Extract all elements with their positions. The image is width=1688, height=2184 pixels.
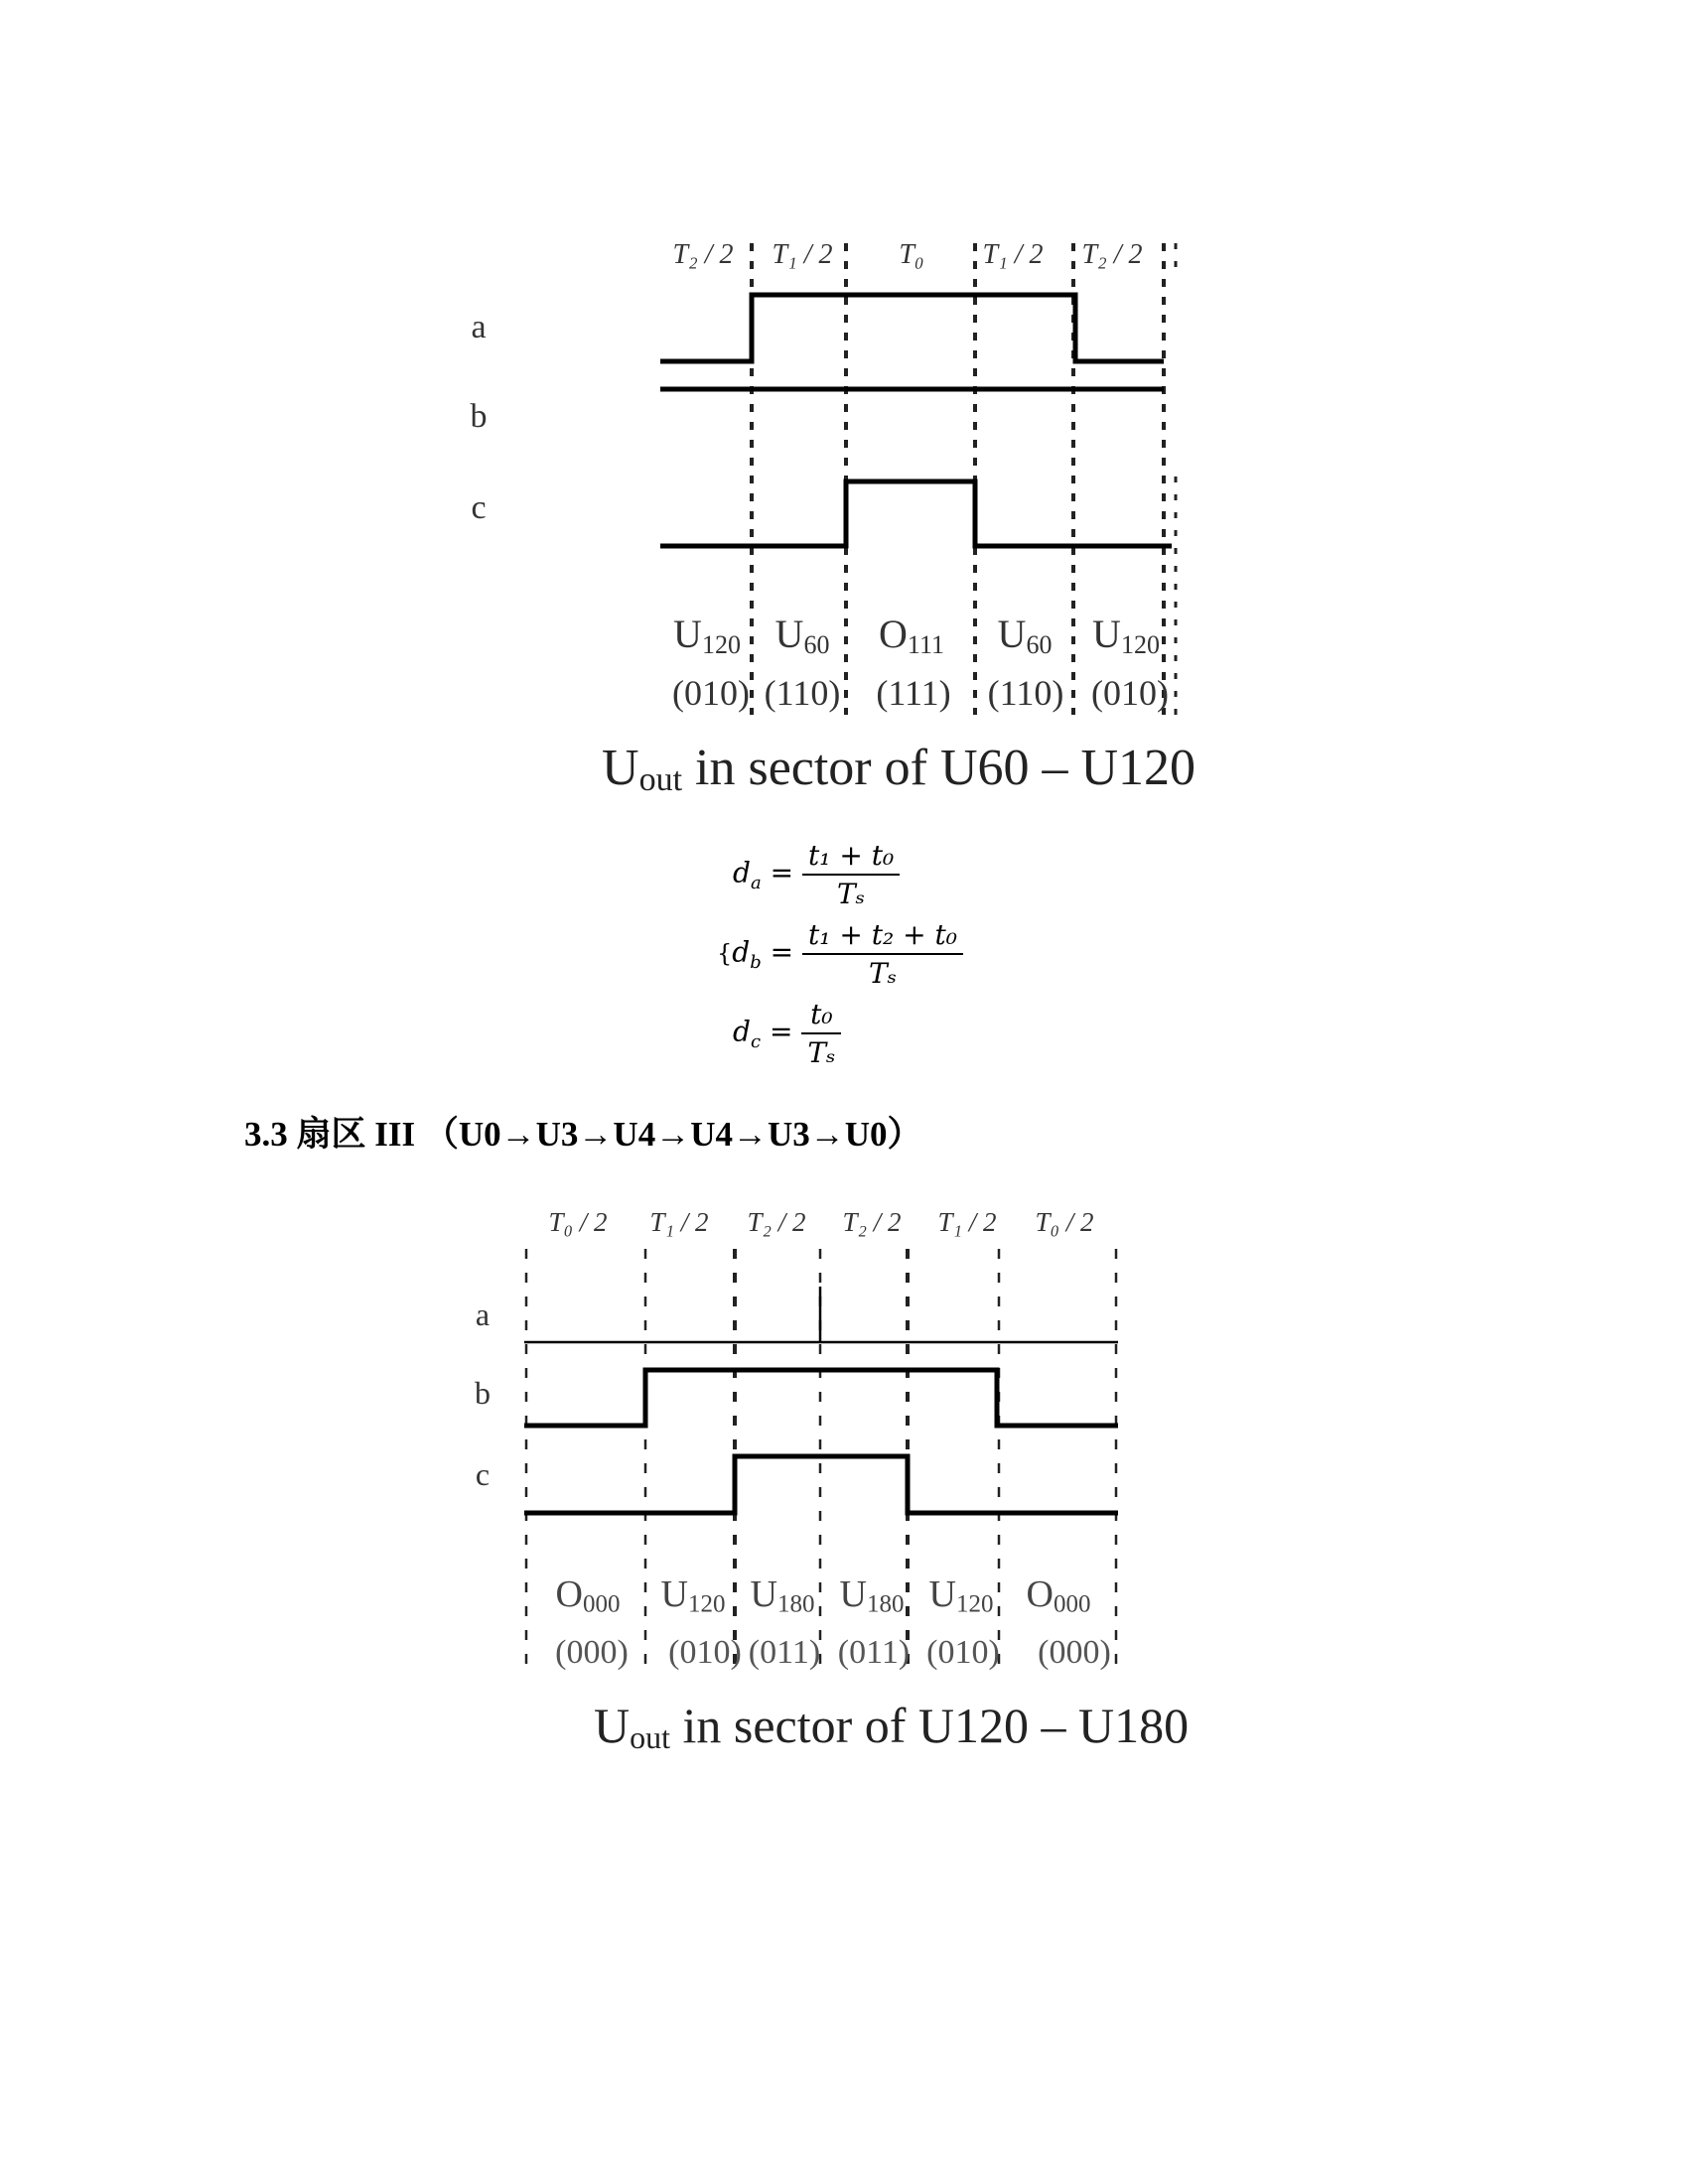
interval-label: T₁ / 2 — [772, 239, 833, 270]
vector-label: O000 — [1026, 1573, 1091, 1618]
channel-label-b: b — [475, 1375, 491, 1411]
fraction-da: $\frac{\text{t₁ + t₀}}{\text{Tₛ}}$ — [802, 839, 900, 910]
interval-label: T₂ / 2 — [747, 1207, 806, 1237]
code-label: (011) — [748, 1634, 821, 1671]
code-label: (011) — [837, 1634, 911, 1671]
waveform-a — [660, 295, 1164, 361]
brace: { — [717, 939, 733, 968]
vector-label: U60 — [774, 612, 830, 659]
equation-da: $d_a$ = $\frac{\text{t₁ + t₀}}{\text{Tₛ}}$ — [733, 839, 900, 910]
code-label: (010) — [672, 673, 750, 713]
interval-label: T₁ / 2 — [982, 239, 1044, 270]
channel-label-a: a — [471, 309, 487, 345]
equation-dc: $d_c$ = $\frac{\text{t₀}}{\text{Tₛ}}$ — [733, 998, 841, 1069]
code-label: (010) — [668, 1634, 742, 1671]
waveform-c — [660, 481, 1172, 546]
channel-label-c: c — [471, 489, 487, 526]
interval-label: T₁ / 2 — [649, 1207, 709, 1237]
vector-label: U180 — [750, 1573, 815, 1618]
diagram-caption: Uout in sector of U60 – U120 — [602, 740, 1196, 798]
equation-db: {$d_b$ = $\frac{\text{t₁ + t₂ + t₀}}{\text{Tₛ}}$ — [717, 918, 963, 990]
vector-label: O000 — [555, 1573, 621, 1618]
channel-label-c: c — [475, 1456, 491, 1492]
vector-label: U180 — [839, 1573, 905, 1618]
fraction-db: $\frac{\text{t₁ + t₂ + t₀}}{\text{Tₛ}}$ — [802, 918, 963, 990]
interval-label: T₂ / 2 — [672, 239, 734, 270]
interval-label: T₀ — [899, 239, 924, 270]
section-heading: 3.3 扇区 III （U0→U3→U4→U4→U3→U0） — [244, 1115, 922, 1154]
waveform-c — [524, 1456, 1118, 1513]
channel-label-b: b — [470, 398, 488, 435]
diagram-caption: Uout in sector of U120 – U180 — [594, 1698, 1190, 1755]
code-label: (000) — [1038, 1634, 1111, 1671]
waveform-b — [524, 1370, 1118, 1426]
channel-label-a: a — [475, 1297, 491, 1332]
interval-label: T₁ / 2 — [937, 1207, 997, 1237]
vector-label: U120 — [928, 1573, 994, 1618]
code-label: (110) — [764, 673, 841, 713]
interval-label: T₂ / 2 — [842, 1207, 902, 1237]
interval-label: T₀ / 2 — [1035, 1207, 1094, 1237]
fraction-dc: $\frac{\text{t₀}}{\text{Tₛ}}$ — [801, 998, 841, 1069]
code-label: (010) — [926, 1634, 1000, 1671]
timing-diagram-sector-u60-u120 — [0, 0, 1688, 814]
vector-label: O111 — [879, 612, 944, 659]
code-label: (111) — [876, 673, 951, 713]
interval-label: T₀ / 2 — [548, 1207, 608, 1237]
vector-label: U120 — [1092, 612, 1160, 659]
interval-label: T₂ / 2 — [1081, 239, 1143, 270]
code-label: (110) — [987, 673, 1064, 713]
vector-label: U120 — [673, 612, 741, 659]
vector-label: U60 — [997, 612, 1053, 659]
vector-label: U120 — [660, 1573, 726, 1618]
code-label: (010) — [1091, 673, 1169, 713]
code-label: (000) — [555, 1634, 629, 1671]
